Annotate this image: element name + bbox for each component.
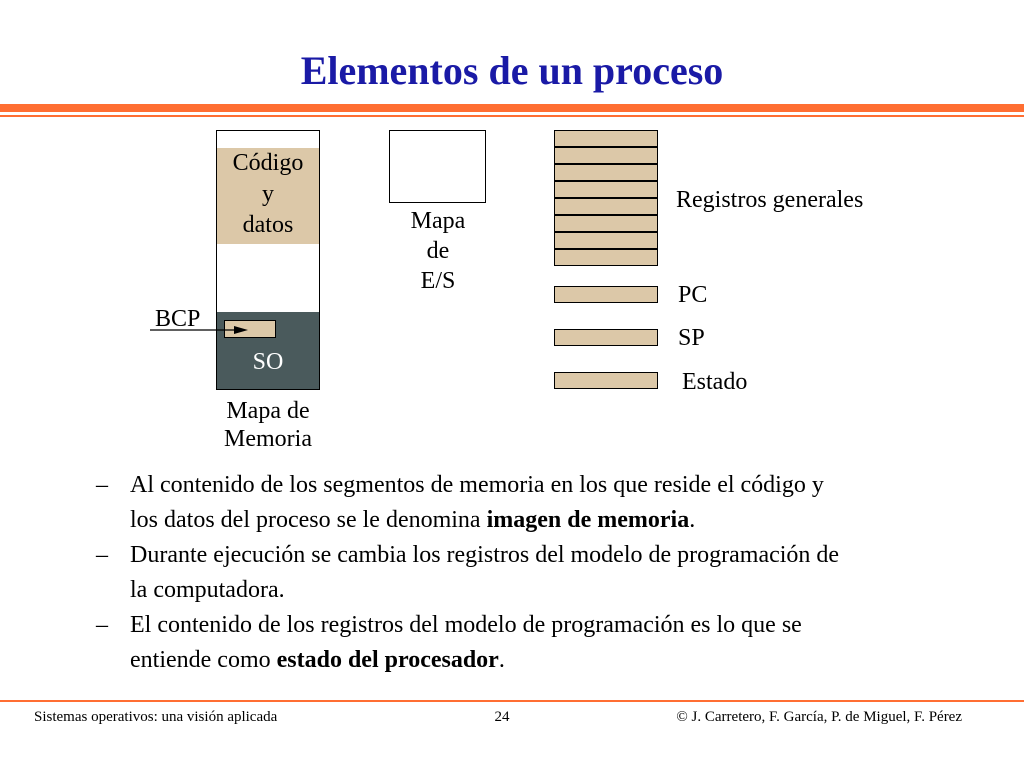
bullet-text: . bbox=[498, 647, 505, 673]
code-label-line: datos bbox=[242, 212, 294, 238]
footer-rule bbox=[0, 700, 1024, 702]
bcp-label: BCP bbox=[155, 306, 201, 332]
footer-book-title: Sistemas operativos: una visión aplicada bbox=[34, 709, 278, 725]
code-data-label bbox=[217, 148, 319, 241]
memory-map-caption bbox=[200, 397, 336, 453]
bullet-line bbox=[130, 643, 976, 678]
bullet-line bbox=[130, 503, 976, 538]
memory-caption-line: Memoria bbox=[224, 426, 312, 452]
pc-label: PC bbox=[678, 282, 708, 308]
bullet-line bbox=[130, 573, 976, 608]
general-register bbox=[554, 147, 658, 164]
general-register bbox=[554, 164, 658, 181]
io-map-box bbox=[389, 130, 486, 203]
bullet-bold-term: imagen de memoria bbox=[486, 507, 690, 533]
status-register bbox=[554, 372, 658, 389]
page-number: 24 bbox=[494, 709, 510, 725]
io-caption-line: Mapa bbox=[410, 208, 466, 234]
general-register bbox=[554, 249, 658, 266]
bullet-text: entiende como bbox=[130, 647, 277, 673]
slide-title: Elementos de un proceso bbox=[300, 48, 724, 93]
io-caption-line: E/S bbox=[420, 268, 456, 294]
bullet-item bbox=[96, 468, 976, 538]
general-registers-label: Registros generales bbox=[676, 187, 864, 213]
memory-caption-line: Mapa de bbox=[226, 398, 310, 424]
sp-register bbox=[554, 329, 658, 346]
bullet-bold-term: estado del procesador bbox=[276, 647, 499, 673]
pc-register bbox=[554, 286, 658, 303]
general-register bbox=[554, 181, 658, 198]
bullet-text: . bbox=[689, 507, 696, 533]
bullet-text: la computadora. bbox=[130, 577, 285, 603]
bullet-dash: – bbox=[96, 472, 108, 498]
general-register bbox=[554, 198, 658, 215]
bullet-item bbox=[96, 538, 976, 608]
bullet-text: los datos del proceso se le denomina bbox=[130, 507, 487, 533]
bullet-dash: – bbox=[96, 612, 108, 638]
title-rule-thick bbox=[0, 104, 1024, 112]
bcp-arrow-icon bbox=[150, 318, 250, 342]
general-register bbox=[554, 215, 658, 232]
sp-label: SP bbox=[678, 325, 705, 351]
bullet-line: Durante ejecución se cambia los registros del modelo de programación de bbox=[130, 542, 840, 568]
code-label-line: y bbox=[262, 181, 274, 207]
footer-authors: © J. Carretero, F. García, P. de Miguel, F. Pérez bbox=[676, 709, 962, 725]
bullet-line: El contenido de los registros del modelo de programación es lo que se bbox=[130, 612, 802, 638]
bullet-item bbox=[96, 608, 976, 678]
bullet-line: Al contenido de los segmentos de memoria en los que reside el código y bbox=[130, 472, 824, 498]
general-register bbox=[554, 232, 658, 249]
bullet-dash: – bbox=[96, 542, 108, 568]
code-label-line: Código bbox=[232, 150, 304, 176]
io-map-caption bbox=[388, 206, 488, 296]
general-register bbox=[554, 130, 658, 147]
title-rule-thin bbox=[0, 115, 1024, 117]
io-caption-line: de bbox=[426, 238, 450, 264]
status-label: Estado bbox=[682, 369, 748, 395]
os-label: SO bbox=[252, 349, 284, 375]
bullet-list bbox=[96, 468, 976, 678]
